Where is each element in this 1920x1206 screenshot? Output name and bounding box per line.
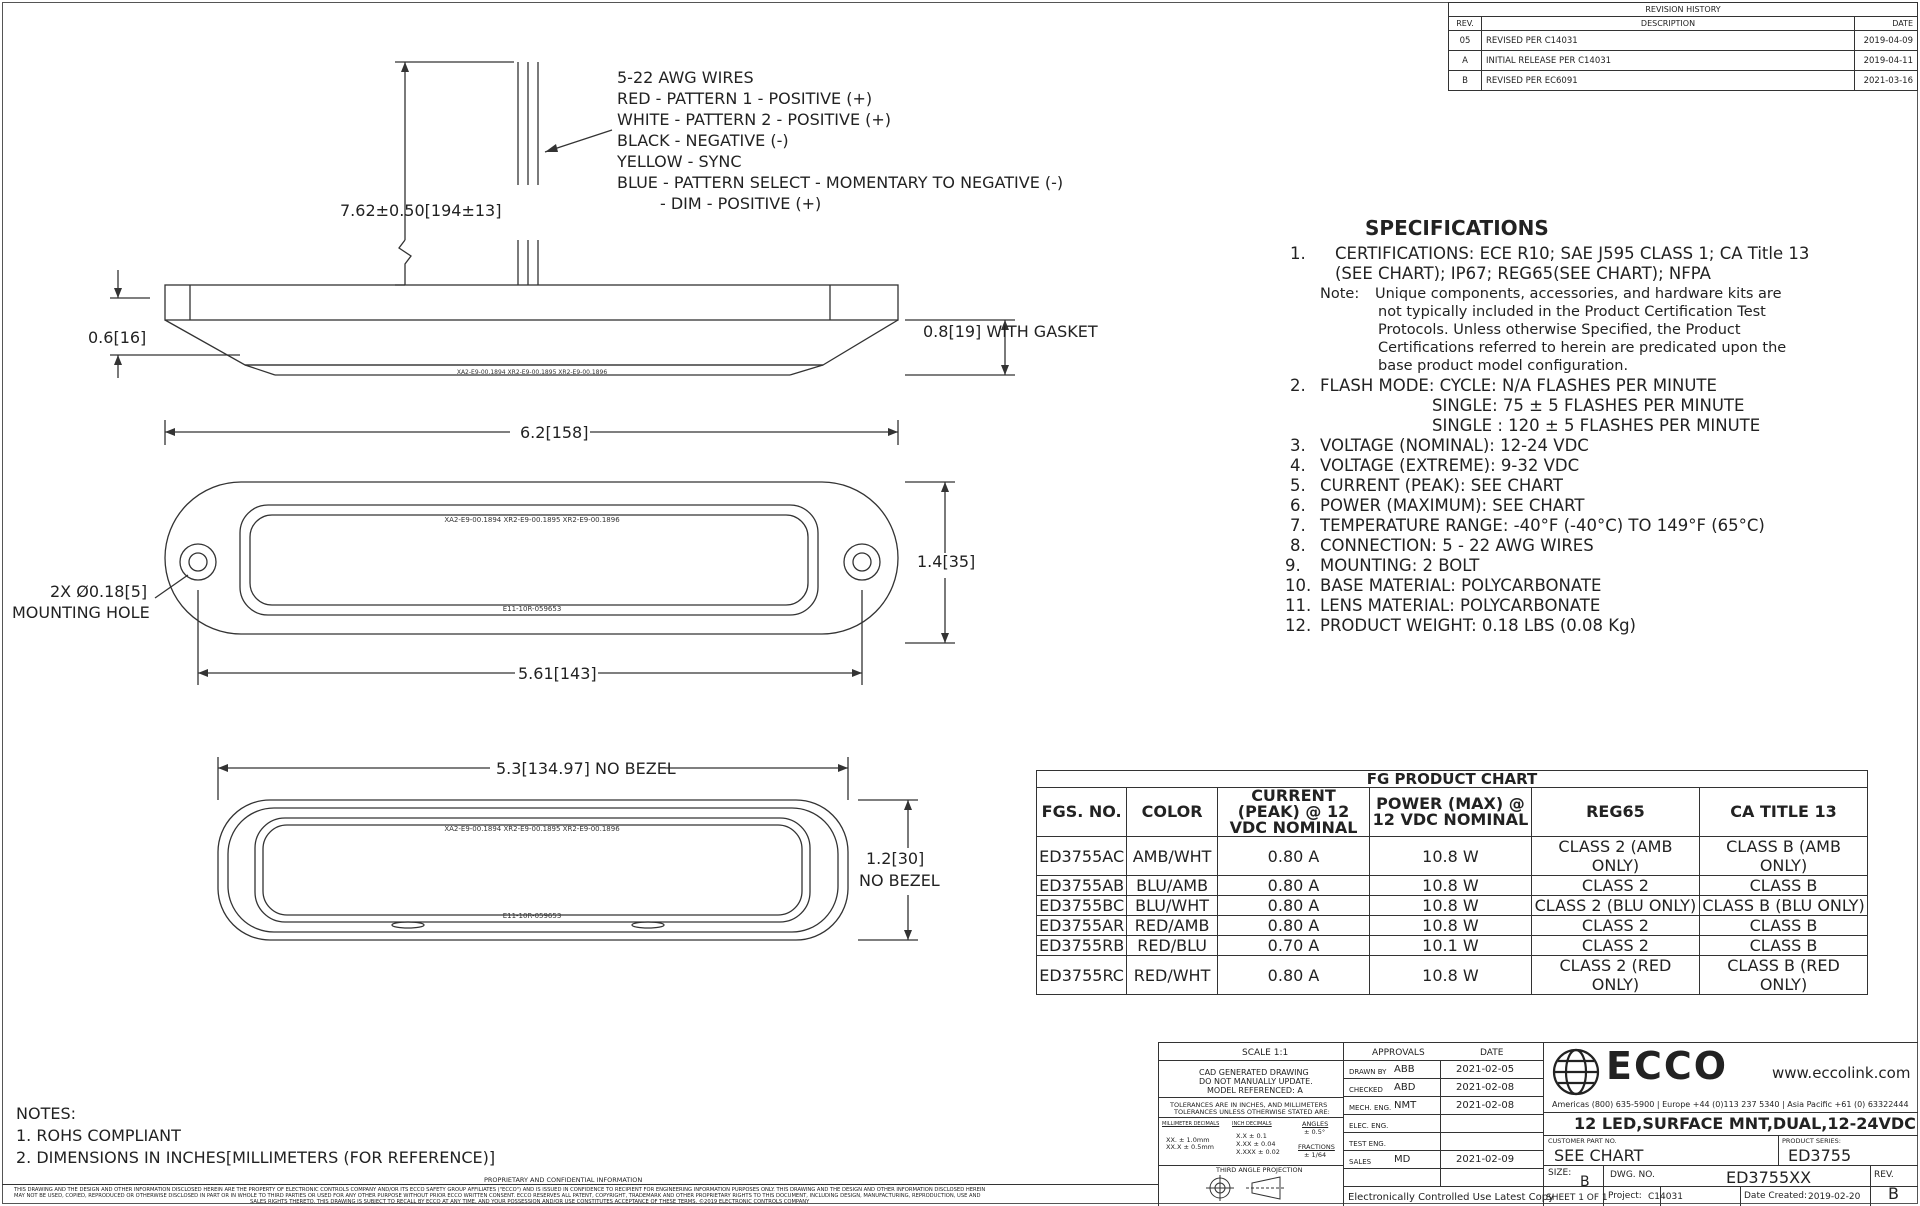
dim-depth: 1.4[35] — [917, 552, 976, 571]
tb-tol-mm: XX.X ± 0.5mm — [1166, 1143, 1215, 1151]
chart-header: CA TITLE 13 — [1700, 788, 1868, 837]
wire-line: WHITE - PATTERN 2 - POSITIVE (+) — [617, 110, 892, 129]
tb-rev-label: REV. — [1874, 1170, 1894, 1180]
tb-tol-mm: XX. ± 1.0mm — [1166, 1136, 1210, 1144]
proprietary-line: MAY NOT BE USED, COPIED, REPRODUCED OR OTHERWISE DISCLOSED IN PART OR IN WHOLE TO THIRD PARTIES OR USED FOR ANY OTHER PURPOSE WITHOUT PRIOR ECCO WRITTEN CONSENT. ECCO RESERVES ALL PATENT, COPYRIGHT, TRADEMARK AND OTHER PROPRIETARY RIGHTS TO THIS DOCUMENT, INCLUDING DESIGN, MANUFACTURING, REPRODUCTION, USE AND — [14, 1193, 981, 1199]
tb-fractions-value: ± 1/64 — [1304, 1151, 1327, 1159]
chart-cell: ED3755AR — [1037, 916, 1127, 936]
spec-num: 3. — [1290, 436, 1306, 455]
chart-cell: 10.1 W — [1370, 936, 1532, 956]
tb-size: B — [1580, 1174, 1590, 1190]
chart-cell: 10.8 W — [1370, 896, 1532, 916]
chart-cell: CLASS 2 (BLU ONLY) — [1531, 896, 1699, 916]
tb-tolerance-line: TOLERANCES ARE IN INCHES, AND MILLIMETERS — [1170, 1101, 1328, 1109]
tb-tol-col: MILLIMETER DECIMALS — [1162, 1121, 1220, 1127]
chart-cell: 0.80 A — [1217, 956, 1369, 995]
tb-rev: B — [1888, 1184, 1899, 1203]
chart-cell: CLASS B (RED ONLY) — [1700, 956, 1868, 995]
table-row — [1037, 936, 1868, 956]
chart-cell: CLASS B (AMB ONLY) — [1700, 837, 1868, 876]
chart-cell: ED3755AB — [1037, 876, 1127, 896]
wire-line: - DIM - POSITIVE (+) — [660, 194, 822, 213]
approval-name: MD — [1394, 1154, 1411, 1165]
chart-cell: 0.80 A — [1217, 876, 1369, 896]
spec-text: not typically included in the Product Certification Test — [1378, 304, 1766, 320]
tb-sheet: SHEET 1 OF 1 — [1546, 1193, 1608, 1203]
chart-cell: 0.80 A — [1217, 916, 1369, 936]
tb-tol-col: ANGLES — [1302, 1120, 1329, 1128]
tb-customer-part: SEE CHART — [1554, 1146, 1644, 1165]
table-row — [1037, 956, 1868, 995]
revision-history-title: REVISION HISTORY — [1449, 3, 1918, 17]
tb-series-label: PRODUCT SERIES: — [1782, 1137, 1841, 1145]
chart-cell: 0.80 A — [1217, 837, 1369, 876]
spec-num: 7. — [1290, 516, 1306, 535]
approval-role: CHECKED — [1349, 1086, 1383, 1094]
spec-text: LENS MATERIAL: POLYCARBONATE — [1320, 596, 1601, 615]
dim-mount-hole: 2X Ø0.18[5] — [50, 582, 148, 601]
dim-wire-length: 7.62±0.50[194±13] — [340, 201, 502, 220]
spec-text: CURRENT (PEAK): SEE CHART — [1320, 476, 1563, 495]
chart-cell: BLU/WHT — [1127, 896, 1218, 916]
chart-cell: CLASS 2 — [1531, 876, 1699, 896]
side-view-drawing — [0, 0, 1100, 960]
approval-name: NMT — [1394, 1100, 1417, 1111]
spec-text: TEMPERATURE RANGE: -40°F (-40°C) TO 149°F (65°C) — [1320, 516, 1765, 535]
approval-date: 2021-02-08 — [1456, 1100, 1515, 1111]
tb-part-title: 12 LED,SURFACE MNT,DUAL,12-24VDC — [1574, 1114, 1916, 1133]
dim-mount-hole-label: MOUNTING HOLE — [12, 603, 150, 622]
tb-contacts: Americas (800) 635-5900 | Europe +44 (0)113 237 5340 | Asia Pacific +61 (0) 63322444 — [1552, 1100, 1909, 1109]
chart-cell: 10.8 W — [1370, 837, 1532, 876]
chart-cell: CLASS B — [1700, 876, 1868, 896]
chart-cell: ED3755RB — [1037, 936, 1127, 956]
spec-num: 10. — [1285, 576, 1312, 595]
tb-tol-angle: ± 0.5° — [1304, 1128, 1326, 1136]
spec-text: CONNECTION: 5 - 22 AWG WIRES — [1320, 536, 1594, 555]
rev-header: DATE — [1855, 17, 1918, 31]
chart-cell: ED3755BC — [1037, 896, 1127, 916]
tb-approvals-label: APPROVALS — [1372, 1048, 1425, 1058]
proprietary-line: THIS DRAWING AND THE DESIGN AND OTHER INFORMATION DISCLOSED HEREIN ARE THE PROPERTY OF ELECTRONIC CONTROLS COMPANY AND/OR ITS ECCO SAFETY GROUP AFFILIATES ("ECCO") AND IS ISSUED IN CONFIDENCE TO RECIPIENT FOR ENGINEERING INFORMATION PURPOSES ONLY. THIS DRAWING AND THE DESIGN AND OTHER INFORMATION DISCLOSED HEREIN — [14, 1187, 986, 1193]
revision-history-table — [1448, 2, 1918, 91]
rev-header: DESCRIPTION — [1482, 17, 1855, 31]
chart-cell: 0.80 A — [1217, 896, 1369, 916]
chart-cell: ED3755AC — [1037, 837, 1127, 876]
spec-text: PRODUCT WEIGHT: 0.18 LBS (0.08 Kg) — [1320, 616, 1636, 635]
chart-header: CURRENT (PEAK) @ 12 VDC NOMINAL — [1217, 788, 1369, 837]
chart-header: REG65 — [1531, 788, 1699, 837]
approval-role: TEST ENG. — [1349, 1140, 1386, 1148]
tb-created: 2019-02-20 — [1808, 1192, 1861, 1202]
chart-cell: CLASS 2 — [1531, 936, 1699, 956]
spec-text: FLASH MODE: CYCLE: N/A FLASHES PER MINUTE — [1320, 376, 1717, 395]
wire-line: YELLOW - SYNC — [617, 152, 742, 171]
tb-tolerance-line: TOLERANCES UNLESS OTHERWISE STATED ARE: — [1174, 1108, 1330, 1116]
spec-num: 6. — [1290, 496, 1306, 515]
rev-cell: 05 — [1449, 31, 1482, 51]
specs-title: SPECIFICATIONS — [1365, 216, 1549, 240]
chart-cell: CLASS B — [1700, 936, 1868, 956]
product-chart — [1036, 770, 1868, 995]
dim-no-bezel-height: 1.2[30] — [866, 849, 925, 868]
chart-cell: 10.8 W — [1370, 916, 1532, 936]
table-row — [1037, 916, 1868, 936]
approval-role: SALES — [1349, 1158, 1372, 1166]
proprietary-line: SALES RIGHTS THERETO. THIS DRAWING IS SUBJECT TO RECALL BY ECCO AT ANY TIME, AND YOUR POSSESSION AND/OR USE CONSTITUTES ACCEPTANCE OF THESE TERMS. ©2019 ELECTRONIC CONTROLS COMPANY — [250, 1199, 810, 1205]
top-lens-codes: XA2-E9-00.1894 XR2-E9-00.1895 XR2-E9-00.1896 — [444, 516, 620, 524]
approval-name: ABD — [1394, 1082, 1416, 1093]
wire-line: BLACK - NEGATIVE (-) — [617, 131, 789, 150]
table-row — [1037, 876, 1868, 896]
rev-cell: 2019-04-11 — [1855, 51, 1918, 71]
tb-created-label: Date Created: — [1744, 1191, 1808, 1201]
dim-width: 6.2[158] — [520, 423, 589, 442]
spec-text: base product model configuration. — [1378, 358, 1629, 374]
spec-num: 11. — [1285, 596, 1312, 615]
spec-num: 4. — [1290, 456, 1306, 475]
nobezel-lens-codes: XA2-E9-00.1894 XR2-E9-00.1895 XR2-E9-00.1896 — [444, 825, 620, 833]
dim-height-gasket: 0.8[19] WITH GASKET — [923, 322, 1098, 341]
approval-date: 2021-02-05 — [1456, 1064, 1515, 1075]
table-row — [1449, 71, 1918, 91]
chart-header: COLOR — [1127, 788, 1218, 837]
wire-line: RED - PATTERN 1 - POSITIVE (+) — [617, 89, 873, 108]
approval-role: ELEC. ENG. — [1349, 1122, 1389, 1130]
tb-tol-in: X.X ± 0.1 — [1236, 1132, 1267, 1140]
chart-header: FGS. NO. — [1037, 788, 1127, 837]
rev-cell: B — [1449, 71, 1482, 91]
spec-text: SINGLE : 120 ± 5 FLASHES PER MINUTE — [1432, 416, 1761, 435]
tb-size-label: SIZE: — [1548, 1168, 1572, 1178]
product-chart-title: FG PRODUCT CHART — [1037, 771, 1868, 788]
chart-cell: AMB/WHT — [1127, 837, 1218, 876]
approval-name: ABB — [1394, 1064, 1415, 1075]
tb-cad-line: MODEL REFERENCED: A — [1207, 1086, 1303, 1095]
note-item: 2. DIMENSIONS IN INCHES[MILLIMETERS (FOR REFERENCE)] — [16, 1148, 496, 1167]
dim-no-bezel-width: 5.3[134.97] NO BEZEL — [496, 759, 676, 778]
spec-text: VOLTAGE (NOMINAL): 12-24 VDC — [1320, 436, 1589, 455]
rev-header: REV. — [1449, 17, 1482, 31]
approval-date: 2021-02-08 — [1456, 1082, 1515, 1093]
tb-project-label: Project: — [1608, 1191, 1642, 1201]
tb-website: www.eccolink.com — [1772, 1064, 1911, 1082]
dim-height: 0.6[16] — [88, 328, 147, 347]
spec-text: MOUNTING: 2 BOLT — [1320, 556, 1480, 575]
tb-tol-in: X.XXX ± 0.02 — [1236, 1148, 1280, 1156]
chart-cell: CLASS 2 (RED ONLY) — [1531, 956, 1699, 995]
top-lens-ecode: E11-10R-059653 — [502, 605, 562, 613]
table-row — [1037, 896, 1868, 916]
spec-num: 8. — [1290, 536, 1306, 555]
spec-num: 2. — [1290, 376, 1306, 395]
nobezel-lens-ecode: E11-10R-059653 — [502, 912, 562, 920]
spec-text: Unique components, accessories, and hardware kits are — [1375, 286, 1782, 302]
proprietary-title: PROPRIETARY AND CONFIDENTIAL INFORMATION — [484, 1176, 643, 1184]
approval-role: MECH. ENG. — [1349, 1104, 1392, 1112]
ecco-globe-icon — [1550, 1046, 1602, 1098]
rev-cell: INITIAL RELEASE PER C14031 — [1482, 51, 1855, 71]
approval-date: 2021-02-09 — [1456, 1154, 1515, 1165]
spec-text: Certifications referred to herein are predicated upon the — [1378, 340, 1787, 356]
rev-cell: 2019-04-09 — [1855, 31, 1918, 51]
rev-cell: REVISED PER C14031 — [1482, 31, 1855, 51]
chart-cell: CLASS B (BLU ONLY) — [1700, 896, 1868, 916]
note-item: 1. ROHS COMPLIANT — [16, 1126, 181, 1145]
notes-title: NOTES: — [16, 1104, 76, 1123]
table-row — [1449, 51, 1918, 71]
tb-customer-part-label: CUSTOMER PART NO. — [1548, 1137, 1617, 1145]
dim-no-bezel-height-label: NO BEZEL — [859, 871, 940, 890]
tb-dwg: ED3755XX — [1726, 1168, 1812, 1187]
ecco-logo: ECCO — [1606, 1044, 1729, 1088]
wire-line: BLUE - PATTERN SELECT - MOMENTARY TO NEGATIVE (-) — [617, 173, 1064, 192]
dim-hole-spacing: 5.61[143] — [518, 664, 597, 683]
tb-date-label: DATE — [1480, 1048, 1504, 1058]
chart-cell: ED3755RC — [1037, 956, 1127, 995]
spec-text: CERTIFICATIONS: ECE R10; SAE J595 CLASS 1; CA Title 13 — [1335, 244, 1810, 263]
rev-cell: A — [1449, 51, 1482, 71]
spec-text: POWER (MAXIMUM): SEE CHART — [1320, 496, 1585, 515]
chart-cell: CLASS B — [1700, 916, 1868, 936]
side-lens-codes: XA2-E9-00.1894 XR2-E9-00.1895 XR2-E9-00.1896 — [456, 369, 608, 376]
chart-cell: BLU/AMB — [1127, 876, 1218, 896]
spec-num: 12. — [1285, 616, 1312, 635]
chart-cell: RED/AMB — [1127, 916, 1218, 936]
chart-cell: RED/BLU — [1127, 936, 1218, 956]
tb-project: C14031 — [1648, 1192, 1683, 1202]
tb-tol-in: X.XX ± 0.04 — [1236, 1140, 1276, 1148]
tb-series: ED3755 — [1788, 1146, 1852, 1165]
spec-text: SINGLE: 75 ± 5 FLASHES PER MINUTE — [1432, 396, 1745, 415]
chart-cell: RED/WHT — [1127, 956, 1218, 995]
tb-scale: SCALE 1:1 — [1242, 1048, 1289, 1058]
approval-role: DRAWN BY — [1349, 1068, 1387, 1076]
table-row — [1449, 31, 1918, 51]
spec-text: (SEE CHART); IP67; REG65(SEE CHART); NFPA — [1335, 264, 1711, 283]
tb-cad-line: CAD GENERATED DRAWING — [1199, 1068, 1309, 1077]
table-row — [1037, 837, 1868, 876]
wires-header: 5-22 AWG WIRES — [617, 68, 754, 87]
tb-cad-line: DO NOT MANUALLY UPDATE. — [1199, 1077, 1313, 1086]
chart-cell: CLASS 2 — [1531, 916, 1699, 936]
tb-dwg-label: DWG. NO. — [1610, 1170, 1655, 1180]
spec-text: Protocols. Unless otherwise Specified, the Product — [1378, 322, 1741, 338]
tb-controlled: Electronically Controlled Use Latest Copy — [1348, 1192, 1554, 1203]
spec-num: 1. — [1290, 244, 1306, 263]
chart-header: POWER (MAX) @ 12 VDC NOMINAL — [1370, 788, 1532, 837]
chart-cell: 10.8 W — [1370, 956, 1532, 995]
third-angle-projection-icon — [1200, 1173, 1300, 1203]
chart-cell: CLASS 2 (AMB ONLY) — [1531, 837, 1699, 876]
spec-num: 5. — [1290, 476, 1306, 495]
chart-cell: 0.70 A — [1217, 936, 1369, 956]
tb-projection: THIRD ANGLE PROJECTION — [1216, 1166, 1303, 1174]
chart-cell: 10.8 W — [1370, 876, 1532, 896]
tb-fractions-label: FRACTIONS — [1298, 1143, 1335, 1151]
spec-text: VOLTAGE (EXTREME): 9-32 VDC — [1320, 456, 1580, 475]
spec-num: Note: — [1320, 286, 1360, 302]
rev-cell: 2021-03-16 — [1855, 71, 1918, 91]
rev-cell: REVISED PER EC6091 — [1482, 71, 1855, 91]
spec-text: BASE MATERIAL: POLYCARBONATE — [1320, 576, 1602, 595]
spec-num: 9. — [1285, 556, 1301, 575]
tb-tol-col: INCH DECIMALS — [1232, 1121, 1272, 1127]
